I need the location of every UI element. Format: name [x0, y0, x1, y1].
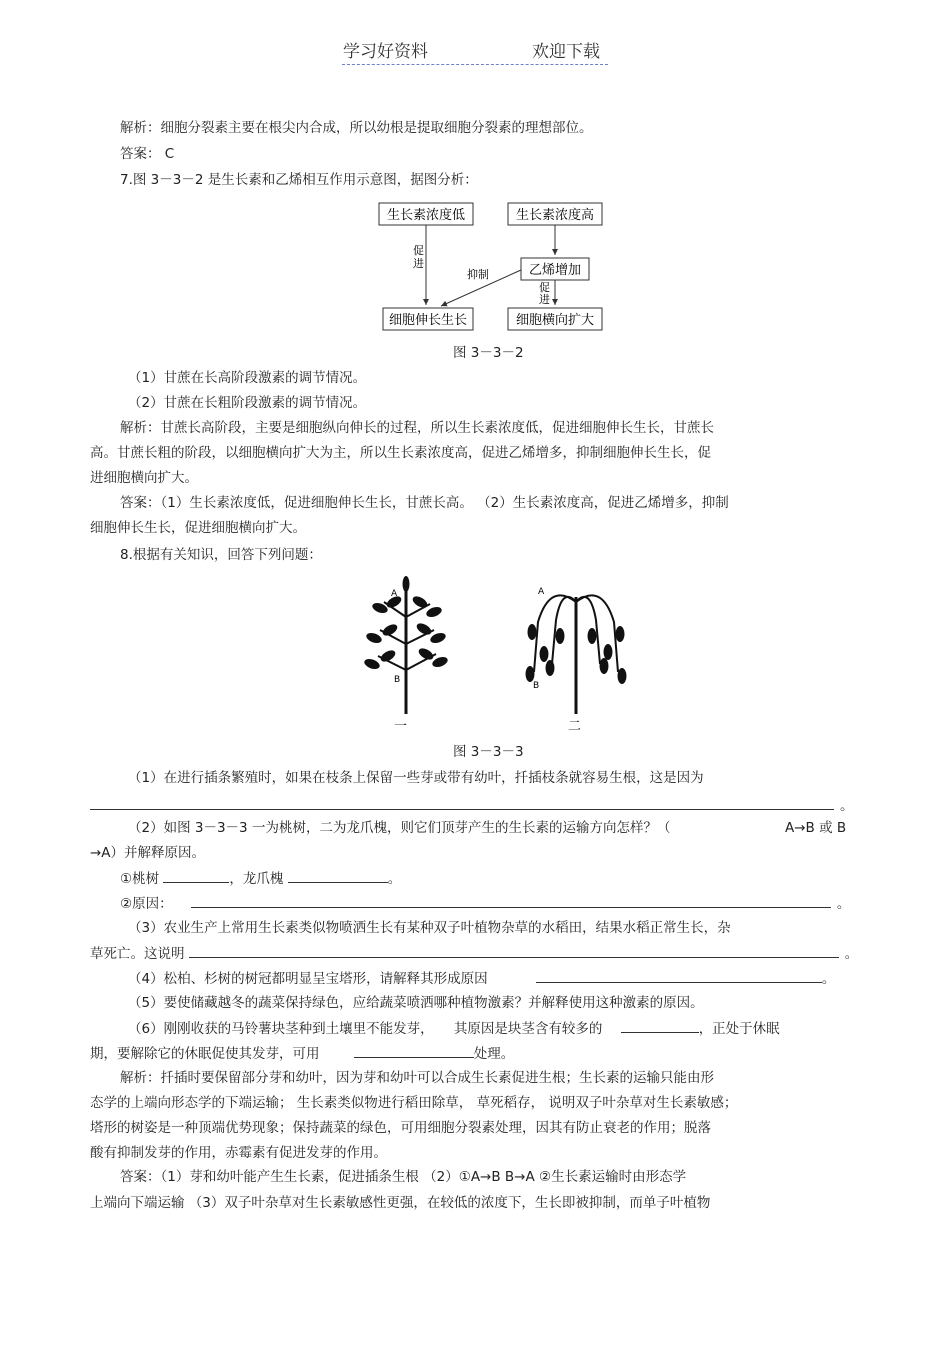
q8-analysis-l1: 解析：扦插时要保留部分芽和幼叶，因为芽和幼叶可以合成生长素促进生根；生长素的运输只能由形	[120, 1070, 714, 1086]
q8-p3-l2-line: 草死亡。这说明 。	[90, 943, 858, 964]
q7-caption: 图 3－3－2	[453, 345, 524, 361]
label-promote-right: 促进	[539, 281, 550, 306]
q8-p6-l2b: 处理。	[473, 1046, 515, 1062]
peach-tree	[363, 576, 449, 714]
q8-p6-l2a: 期，要解除它的休眠促使其发芽，可用	[90, 1046, 320, 1062]
q8-p2-l1b: A→B 或 B	[785, 820, 847, 836]
pagoda-tree	[526, 595, 627, 714]
q8-p6-l2-line	[90, 1043, 514, 1064]
q7-sub1: （1）甘蔗在长高阶段激素的调节情况。	[128, 370, 367, 386]
q6-analysis: 解析：细胞分裂素主要在根尖内合成，所以幼根是提取细胞分裂素的理想部位。	[120, 120, 593, 136]
q8-p4-line: （4）松柏、杉树的树冠都明显呈宝塔形，请解释其形成原因 。	[128, 968, 835, 989]
q8-p1: （1）在进行插条繁殖时，如果在枝条上保留一些芽或带有幼叶，扦插枝条就容易生根，这是因为	[128, 770, 704, 786]
figure-3-3-2-diagram	[375, 198, 610, 338]
q8-answer-l1: 答案：（1）芽和幼叶能产生生长素，促进插条生根 （2）①A→B B→A ②生长素运输时由形态学	[120, 1169, 687, 1185]
q8-p2-peach: ①桃树	[120, 871, 160, 887]
q8-p2-reason: ②原因：	[120, 896, 173, 912]
figure-3-3-3-trees	[350, 572, 640, 732]
tree1-label-a: A	[391, 589, 398, 599]
box-cell-elongation-label: 细胞伸长生长	[388, 313, 468, 328]
tree1-label-b: B	[394, 675, 401, 685]
q8-p2-l2: →A）并解释原因。	[90, 845, 206, 861]
tree2-label-a: A	[538, 587, 545, 597]
header-left: 学习好资料	[343, 42, 428, 62]
q8-p4: （4）松柏、杉树的树冠都明显呈宝塔形，请解释其形成原因	[128, 971, 488, 987]
q8-p1-blank-line	[90, 795, 854, 816]
label-promote-left: 促进	[413, 244, 424, 270]
q7-answer-l2: 细胞伸长生长，促进细胞横向扩大。	[90, 520, 306, 536]
box-auxin-high-label: 生长素浓度高	[515, 208, 595, 223]
q8-p2-l1a: （2）如图 3－3－3 一为桃树，二为龙爪槐，则它们顶芽产生的生长素的运输方向怎样？（	[128, 820, 671, 836]
q7-sub2: （2）甘蔗在长粗阶段激素的调节情况。	[128, 395, 367, 411]
q8-analysis-l3: 塔形的树姿是一种顶端优势现象；保持蔬菜的绿色，可用细胞分裂素处理，因其有防止衰老的作用；脱落	[90, 1120, 711, 1136]
q8-p2-reason-line: ②原因： 。	[120, 893, 850, 914]
header-divider	[342, 64, 608, 65]
q8-peach-blank[interactable]	[163, 868, 229, 883]
q8-p6-l1a: （6）刚刚收获的马铃薯块茎种到土壤里不能发芽，	[128, 1021, 434, 1037]
label-inhibit: 抑制	[467, 268, 489, 281]
header-right: 欢迎下载	[532, 42, 600, 62]
q8-p2-blanks-line	[120, 868, 401, 889]
box-ethylene-label: 乙烯增加	[528, 263, 582, 278]
q7-stem: 7.图 3－3－2 是生长素和乙烯相互作用示意图，据图分析：	[120, 172, 478, 188]
q8-p2-comma: ，龙爪槐	[229, 871, 284, 887]
q8-p4-blank[interactable]	[536, 968, 822, 983]
box-cell-expansion-label: 细胞横向扩大	[515, 313, 595, 328]
q8-caption: 图 3－3－3	[453, 744, 524, 760]
tree2-label-b: B	[533, 681, 540, 691]
q8-p6-l1b: 其原因是块茎含有较多的	[453, 1021, 603, 1037]
q8-p1-blank[interactable]	[90, 795, 834, 810]
q8-p3-l1: （3）农业生产上常用生长素类似物喷洒生长有某种双子叶植物杂草的水稻田，结果水稻正常生长，杂	[128, 920, 731, 936]
q8-p2-end: 。	[387, 871, 402, 887]
q7-analysis-l2: 高。甘蔗长粗的阶段，以细胞横向扩大为主，所以生长素浓度高，促进乙烯增多，抑制细胞伸长生长，促	[90, 445, 711, 461]
q8-p3-blank[interactable]	[189, 943, 839, 958]
q8-p6-l1-line	[128, 1018, 780, 1039]
q8-analysis-l2: 态学的上端向形态学的下端运输； 生长素类似物进行稻田除草， 草死稻存， 说明双子叶杂草对生长素敏感；	[90, 1095, 738, 1111]
q8-p6-blank1[interactable]	[621, 1018, 699, 1033]
q8-p1-end: 。	[840, 798, 854, 814]
q7-analysis-l3: 进细胞横向扩大。	[90, 470, 198, 486]
q8-pagoda-blank[interactable]	[288, 868, 388, 883]
q8-answer-l2: 上端向下端运输 （3）双子叶杂草对生长素敏感性更强，在较低的浓度下，生长即被抑制，而单子叶植物	[90, 1195, 711, 1211]
q8-stem: 8.根据有关知识，回答下列问题：	[120, 547, 322, 563]
q6-answer: 答案： C	[120, 146, 175, 162]
q8-p6-blank2[interactable]	[354, 1043, 474, 1058]
q7-analysis-l1: 解析：甘蔗长高阶段，主要是细胞纵向伸长的过程，所以生长素浓度低，促进细胞伸长生长，甘蔗长	[120, 420, 714, 436]
q8-p3-l2: 草死亡。这说明	[90, 946, 185, 962]
tree2-number: 二	[568, 719, 582, 732]
q8-reason-blank[interactable]	[191, 893, 831, 908]
q8-p6-l1c: ，正处于休眠	[698, 1021, 780, 1037]
q8-p5: （5）要使储藏越冬的蔬菜保持绿色，应给蔬菜喷洒哪种植物激素？并解释使用这种激素的原因。	[128, 995, 704, 1011]
q7-answer-l1: 答案：（1）生长素浓度低，促进细胞伸长生长，甘蔗长高。 （2）生长素浓度高，促进乙烯增多，抑制	[120, 495, 729, 511]
q8-analysis-l4: 酸有抑制发芽的作用，赤霉素有促进发芽的作用。	[90, 1145, 387, 1161]
tree1-number: 一	[394, 719, 408, 732]
box-auxin-low-label: 生长素浓度低	[386, 208, 466, 223]
